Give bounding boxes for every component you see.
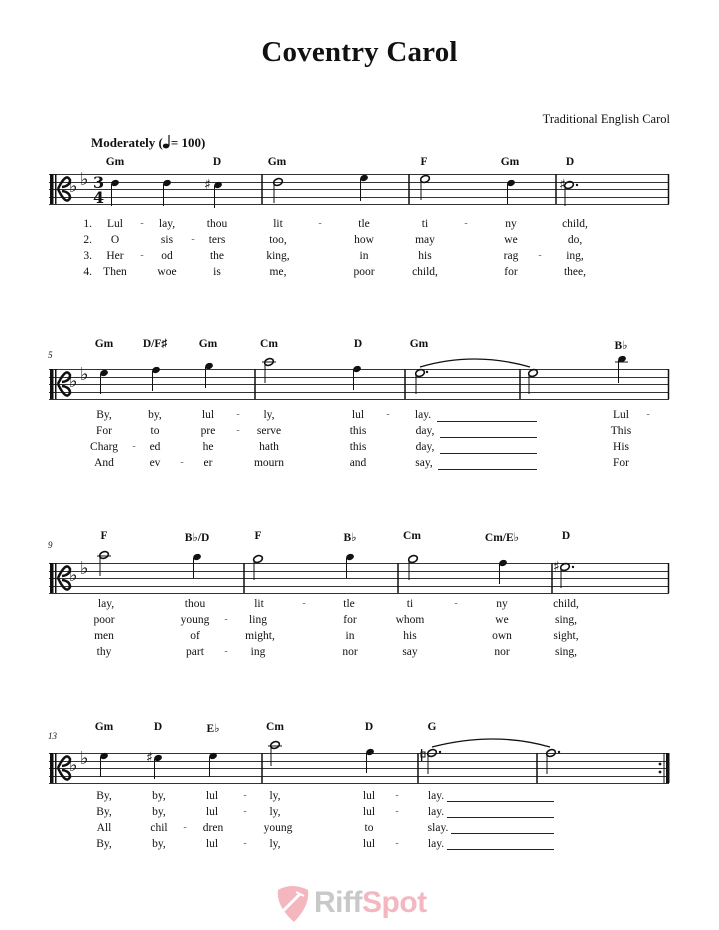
lyric-syllable: thou — [184, 598, 206, 610]
lyric-syllable: thy — [96, 646, 112, 658]
verse-number: 4. — [83, 266, 92, 278]
lyric-syllable: nor — [342, 646, 358, 658]
lyric-syllable: Lul — [107, 218, 123, 230]
measure-number: 13 — [48, 731, 57, 741]
lyric-syllable: sing, — [554, 646, 578, 658]
lyric-syllable: Lul — [613, 409, 629, 421]
verse-number: 2. — [83, 234, 92, 246]
lyric-syllable: lul — [362, 790, 376, 802]
lyric-syllable: his — [418, 250, 432, 262]
lyric-hyphen: - — [191, 234, 195, 245]
tempo-open-paren: ( — [158, 135, 163, 150]
lyric-syllable: For — [613, 457, 629, 469]
lyric-syllable: ny — [505, 218, 517, 230]
lyric-syllable: ev — [149, 457, 161, 469]
lyric-syllable: Charg — [90, 441, 118, 453]
lyric-syllable: thee, — [563, 266, 587, 278]
lyric-syllable: how — [354, 234, 374, 246]
lyric-syllable: ed — [149, 441, 161, 453]
lyric-syllable: lay. — [427, 790, 445, 802]
lyric-syllable: by, — [148, 409, 162, 421]
lyric-syllable: child, — [412, 266, 438, 278]
lyric-syllable: sing, — [554, 614, 578, 626]
lyric-syllable: Her — [106, 250, 124, 262]
lyric-hyphen: - — [318, 218, 322, 229]
chord-symbol: Gm — [500, 156, 520, 168]
lyric-syllable: ling — [249, 614, 267, 626]
lyric-syllable: lul — [351, 409, 365, 421]
lyric-syllable: lay. — [414, 409, 432, 421]
guitar-pick-icon — [272, 884, 312, 924]
lyric-syllable: is — [213, 266, 221, 278]
lyric-hyphen: - — [386, 409, 390, 420]
chord-symbol: F — [100, 530, 108, 542]
lyric-hyphen: - — [243, 790, 247, 801]
lyric-syllable: er — [203, 457, 213, 469]
lyric-syllable: whom — [395, 614, 425, 626]
lyric-extender — [451, 833, 554, 834]
lyric-syllable: young — [263, 822, 293, 834]
lyric-syllable: me, — [269, 266, 287, 278]
lyric-syllable: slay. — [427, 822, 449, 834]
svg-text:♭: ♭ — [80, 364, 89, 385]
svg-text:♭: ♭ — [69, 565, 78, 586]
lyric-syllable: chil — [150, 822, 168, 834]
svg-text:♯: ♯ — [553, 559, 560, 575]
lyric-syllable: for — [504, 266, 518, 278]
chord-symbol: D — [153, 721, 163, 733]
lyric-syllable: lul — [205, 790, 219, 802]
lyric-syllable: to — [364, 822, 374, 834]
lyric-hyphen: - — [646, 409, 650, 420]
composer-credit: Traditional English Carol — [542, 112, 670, 126]
svg-text:♭: ♭ — [69, 755, 78, 776]
alto-clef-icon — [50, 753, 70, 783]
chord-symbol: Gm — [267, 156, 287, 168]
svg-text:♭: ♭ — [80, 169, 89, 190]
verse-number: 3. — [83, 250, 92, 262]
lyric-syllable: in — [359, 250, 369, 262]
lyric-syllable: child, — [562, 218, 588, 230]
lyric-syllable: All — [96, 822, 112, 834]
lyric-syllable: ing, — [566, 250, 584, 262]
song-title: Coventry Carol — [261, 36, 458, 68]
lyric-syllable: child, — [553, 598, 579, 610]
svg-text:♭: ♭ — [69, 176, 78, 197]
lyric-syllable: nor — [494, 646, 510, 658]
chord-symbol: Gm — [94, 338, 114, 350]
lyric-hyphen: - — [140, 218, 144, 229]
lyric-syllable: His — [613, 441, 629, 453]
lyric-syllable: day, — [415, 425, 435, 437]
lyric-hyphen: - — [395, 806, 399, 817]
lyric-syllable: Then — [103, 266, 127, 278]
lyric-syllable: lul — [205, 806, 219, 818]
chord-symbol: G — [427, 721, 437, 733]
lyric-syllable: we — [495, 614, 509, 626]
lyric-syllable: O — [110, 234, 120, 246]
lyric-syllable: ti — [421, 218, 429, 230]
svg-text:4: 4 — [93, 188, 105, 207]
lyric-syllable: ly, — [263, 409, 275, 421]
lyric-syllable: the — [209, 250, 225, 262]
lyric-syllable: of — [190, 630, 200, 642]
lyric-syllable: lul — [205, 838, 219, 850]
lyric-syllable: rag — [503, 250, 519, 262]
lyric-syllable: sight, — [553, 630, 579, 642]
chord-symbol: Gm — [105, 156, 125, 168]
lyric-syllable: By, — [96, 838, 112, 850]
svg-text:3: 3 — [93, 173, 105, 192]
chord-symbol: Cm/E♭ — [484, 532, 520, 544]
chord-symbol: D — [353, 338, 363, 350]
lyric-syllable: men — [94, 630, 114, 642]
lyric-hyphen: - — [243, 806, 247, 817]
lyric-syllable: day, — [415, 441, 435, 453]
chord-symbol: F — [254, 530, 262, 542]
lyric-syllable: od — [161, 250, 173, 262]
lyric-hyphen: - — [454, 598, 458, 609]
lyric-hyphen: - — [236, 425, 240, 436]
lyric-syllable: dren — [202, 822, 224, 834]
lyric-syllable: he — [202, 441, 214, 453]
measure-number: 5 — [48, 350, 53, 360]
chord-symbol: Cm — [266, 721, 284, 733]
lyric-syllable: lul — [362, 838, 376, 850]
lyric-extender — [447, 817, 554, 818]
chord-symbol: B♭/D — [184, 532, 210, 544]
chord-symbol: E♭ — [206, 723, 220, 735]
lyric-syllable: king, — [266, 250, 290, 262]
chord-symbol: D — [364, 721, 374, 733]
lyric-syllable: may — [415, 234, 435, 246]
chord-symbol: Cm — [403, 530, 421, 542]
lyric-syllable: lay. — [427, 838, 445, 850]
svg-text:♭: ♭ — [80, 748, 89, 769]
lyric-hyphen: - — [140, 250, 144, 261]
lyric-syllable: ly, — [269, 838, 281, 850]
lyric-syllable: for — [343, 614, 357, 626]
lyric-hyphen: - — [395, 838, 399, 849]
brand-name: RiffSpot — [314, 886, 427, 919]
lyric-syllable: lit — [254, 598, 264, 610]
lyric-syllable: this — [349, 425, 367, 437]
lyric-hyphen: - — [395, 790, 399, 801]
lyric-syllable: ny — [496, 598, 508, 610]
lyric-syllable: part — [186, 646, 204, 658]
chord-symbol: Gm — [94, 721, 114, 733]
lyric-syllable: and — [349, 457, 367, 469]
lyric-extender — [447, 801, 554, 802]
lyric-syllable: poor — [353, 266, 375, 278]
lyric-syllable: by, — [152, 790, 166, 802]
lyric-syllable: poor — [93, 614, 115, 626]
lyric-syllable: By, — [96, 790, 112, 802]
lyric-syllable: young — [180, 614, 210, 626]
lyric-syllable: sis — [160, 234, 174, 246]
lyric-syllable: ly, — [269, 806, 281, 818]
lyric-syllable: ing — [250, 646, 266, 658]
lyric-syllable: own — [492, 630, 512, 642]
lyric-hyphen: - — [224, 646, 228, 657]
lyric-syllable: lul — [201, 409, 215, 421]
lyric-hyphen: - — [538, 250, 542, 261]
lyric-extender — [447, 849, 554, 850]
lyric-syllable: ters — [208, 234, 226, 246]
tempo-label: Moderately — [91, 135, 156, 150]
lyric-hyphen: - — [302, 598, 306, 609]
chord-symbol: D — [565, 156, 575, 168]
chord-symbol: D — [561, 530, 571, 542]
chord-symbol: D/F♯ — [142, 338, 168, 350]
lyric-syllable: tle — [358, 218, 370, 230]
lyric-syllable: This — [610, 425, 632, 437]
lyric-syllable: ti — [406, 598, 414, 610]
lyric-syllable: lay, — [158, 218, 176, 230]
riffspot-logo — [270, 884, 470, 924]
lyric-syllable: hath — [259, 441, 279, 453]
svg-text:♯: ♯ — [146, 750, 153, 766]
lyric-syllable: serve — [256, 425, 282, 437]
lyric-syllable: lit — [273, 218, 283, 230]
lyric-syllable: mourn — [253, 457, 285, 469]
lyric-hyphen: - — [236, 409, 240, 420]
lyric-hyphen: - — [180, 457, 184, 468]
lyric-hyphen: - — [183, 822, 187, 833]
lyric-syllable: might, — [245, 630, 275, 642]
lyric-syllable: thou — [206, 218, 228, 230]
lyric-syllable: to — [150, 425, 160, 437]
lyric-syllable: say, — [415, 457, 433, 469]
chord-symbol: Gm — [198, 338, 218, 350]
lyric-syllable: his — [403, 630, 417, 642]
lyric-syllable: say — [402, 646, 418, 658]
lyric-syllable: by, — [152, 838, 166, 850]
lyric-syllable: tle — [343, 598, 355, 610]
measure-number: 9 — [48, 540, 53, 550]
chord-symbol: F — [420, 156, 428, 168]
end-repeat-barline-icon — [659, 753, 670, 783]
chord-symbol: D — [212, 156, 222, 168]
lyric-syllable: By, — [96, 409, 112, 421]
lyric-syllable: And — [94, 457, 114, 469]
lyric-syllable: lul — [362, 806, 376, 818]
lyric-syllable: lay. — [427, 806, 445, 818]
lyric-syllable: this — [349, 441, 367, 453]
chord-symbol: Gm — [409, 338, 429, 350]
lyric-hyphen: - — [224, 614, 228, 625]
lyric-syllable: do, — [567, 234, 583, 246]
lyric-syllable: in — [345, 630, 355, 642]
lyric-syllable: ly, — [269, 790, 281, 802]
lyric-syllable: woe — [157, 266, 177, 278]
svg-text:♭: ♭ — [69, 371, 78, 392]
lyric-syllable: For — [96, 425, 112, 437]
tempo-value: = 100) — [170, 135, 206, 150]
lyric-syllable: too, — [269, 234, 287, 246]
verse-number: 1. — [83, 218, 92, 230]
lyric-syllable: pre — [200, 425, 216, 437]
svg-text:♯: ♯ — [204, 177, 211, 193]
lyric-syllable: lay, — [97, 598, 115, 610]
lyric-hyphen: - — [464, 218, 468, 229]
svg-text:♯: ♯ — [559, 177, 566, 193]
lyric-hyphen: - — [243, 838, 247, 849]
lyric-syllable: By, — [96, 806, 112, 818]
lyric-syllable: by, — [152, 806, 166, 818]
lyric-hyphen: - — [132, 441, 136, 452]
chord-symbol: B♭ — [343, 532, 357, 544]
lyric-syllable: we — [504, 234, 518, 246]
svg-text:♭: ♭ — [80, 558, 89, 579]
chord-symbol: B♭ — [614, 340, 628, 352]
chord-symbol: Cm — [260, 338, 278, 350]
